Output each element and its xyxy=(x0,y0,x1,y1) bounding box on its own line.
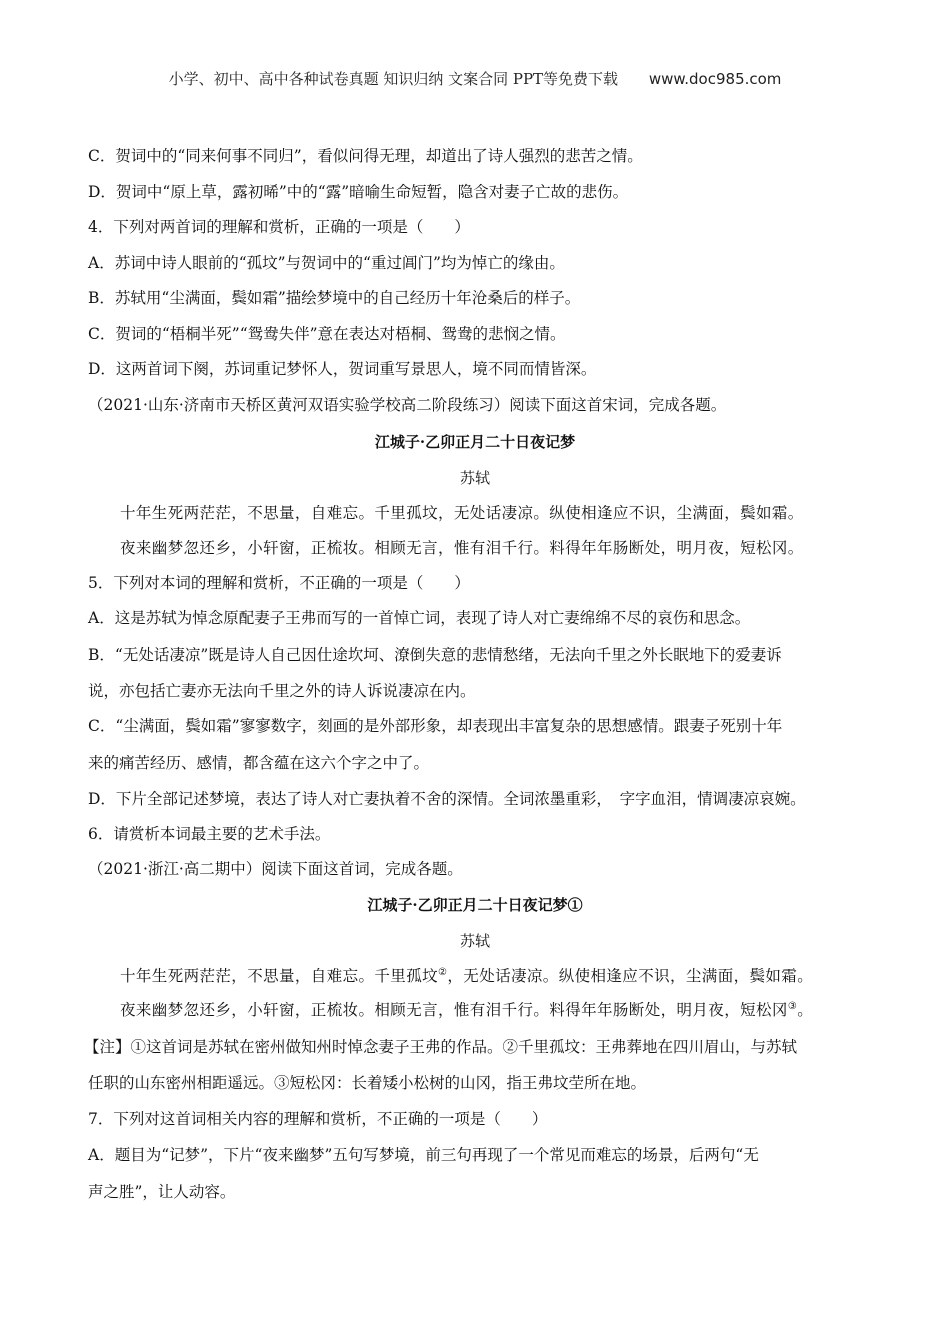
poem-1-line-1: 十年生死两茫茫，不思量，自难忘。千里孤坟，无处话凄凉。纵使相逢应不识，尘满面，鬓如霜。 xyxy=(120,504,804,522)
question-5-option-b-line-2: 说，亦包括亡妻亦无法向千里之外的诗人诉说凄凉在内。 xyxy=(88,682,476,700)
page-header xyxy=(0,68,950,89)
annotation-line-2: 任职的山东密州相距遥远。③短松冈：长着矮小松树的山冈，指王弗坟茔所在地。 xyxy=(88,1074,647,1092)
question-5-option-c-line-1: C．“尘满面，鬓如霜”寥寥数字，刻画的是外部形象，却表现出丰富复杂的思想感情。跟妻子死别十年 xyxy=(88,717,783,735)
option-c-line: C．贺词中的“同来何事不同归”，看似问得无理，却道出了诗人强烈的悲苦之情。 xyxy=(88,147,643,165)
question-4-option-b: B．苏轼用“尘满面，鬓如霜”描绘梦境中的自己经历十年沧桑后的样子。 xyxy=(88,289,581,307)
poem-author-2: 苏轼 xyxy=(459,932,490,950)
question-7: 7．下列对这首词相关内容的理解和赏析，不正确的一项是（ ） xyxy=(88,1110,548,1128)
footnote-2-marker: ② xyxy=(438,966,448,978)
question-4-option-c: C．贺词的“梧桐半死”“鸳鸯失伴”意在表达对梧桐、鸳鸯的悲悯之情。 xyxy=(88,325,566,343)
question-7-option-a-line-2: 声之胜”，让人动容。 xyxy=(88,1183,236,1201)
question-5-option-d: D．下片全部记述梦境，表达了诗人对亡妻执着不舍的深情。全词浓墨重彩， 字字血泪，情调凄凉哀婉。 xyxy=(88,790,806,808)
header-text: 小学、初中、高中各种试卷真题 知识归纳 文案合同 PPT等免费下载 xyxy=(168,70,619,88)
question-5-option-c-line-2: 来的痛苦经历、感情，都含蕴在这六个字之中了。 xyxy=(88,754,430,772)
poem-title-1: 江城子·乙卯正月二十日夜记梦 xyxy=(374,433,576,451)
annotation-line-1: 【注】①这首词是苏轼在密州做知州时悼念妻子王弗的作品。②千里孤坟：王弗葬地在四川眉山，与苏轼 xyxy=(84,1038,798,1056)
question-4: 4．下列对两首词的理解和赏析，正确的一项是（ ） xyxy=(88,218,470,236)
poem-2-line-2: 夜来幽梦忽还乡，小轩窗，正梳妆。相顾无言，惟有泪千行。料得年年肠断处，明月夜，短松冈③。 xyxy=(120,1000,814,1019)
footnote-3-marker: ③ xyxy=(787,1000,798,1012)
poem-author-1: 苏轼 xyxy=(459,469,490,487)
poem-1-line-2: 夜来幽梦忽还乡，小轩窗，正梳妆。相顾无言，惟有泪千行。料得年年肠断处，明月夜，短松冈。 xyxy=(120,539,804,557)
question-5-option-a: A．这是苏轼为悼念原配妻子王弗而写的一首悼亡词，表现了诗人对亡妻绵绵不尽的哀伤和思念。 xyxy=(88,609,751,627)
question-5: 5．下列对本词的理解和赏析，不正确的一项是（ ） xyxy=(88,574,470,592)
poem-title-2: 江城子·乙卯正月二十日夜记梦① xyxy=(367,896,583,914)
header-site-link[interactable]: www.doc985.com xyxy=(648,70,782,88)
question-6: 6．请赏析本词最主要的艺术手法。 xyxy=(88,825,331,843)
option-d-line: D．贺词中“原上草，露初晞”中的“露”暗喻生命短暂，隐含对妻子亡故的悲伤。 xyxy=(88,183,629,201)
source-note-1: （2021·山东·济南市天桥区黄河双语实验学校高二阶段练习）阅读下面这首宋词，完成各题。 xyxy=(88,396,727,414)
source-note-2: （2021·浙江·高二期中）阅读下面这首词，完成各题。 xyxy=(88,860,463,878)
question-4-option-d: D．这两首词下阕，苏词重记梦怀人，贺词重写景思人，境不同而情皆深。 xyxy=(88,360,597,378)
question-5-option-b-line-1: B．“无处话凄凉”既是诗人自己因仕途坎坷、潦倒失意的悲情愁绪，无法向千里之外长眠地下的爱妻诉 xyxy=(88,646,782,664)
poem-2-line-1: 十年生死两茫茫，不思量，自难忘。千里孤坟②，无处话凄凉。纵使相逢应不识，尘满面，鬓如霜。 xyxy=(120,966,814,985)
question-7-option-a-line-1: A．题目为“记梦”，下片“夜来幽梦”五句写梦境，前三句再现了一个常见而难忘的场景，后两句“无 xyxy=(88,1146,759,1164)
question-4-option-a: A．苏词中诗人眼前的“孤坟”与贺词中的“重过阊门”均为悼亡的缘由。 xyxy=(88,254,565,272)
